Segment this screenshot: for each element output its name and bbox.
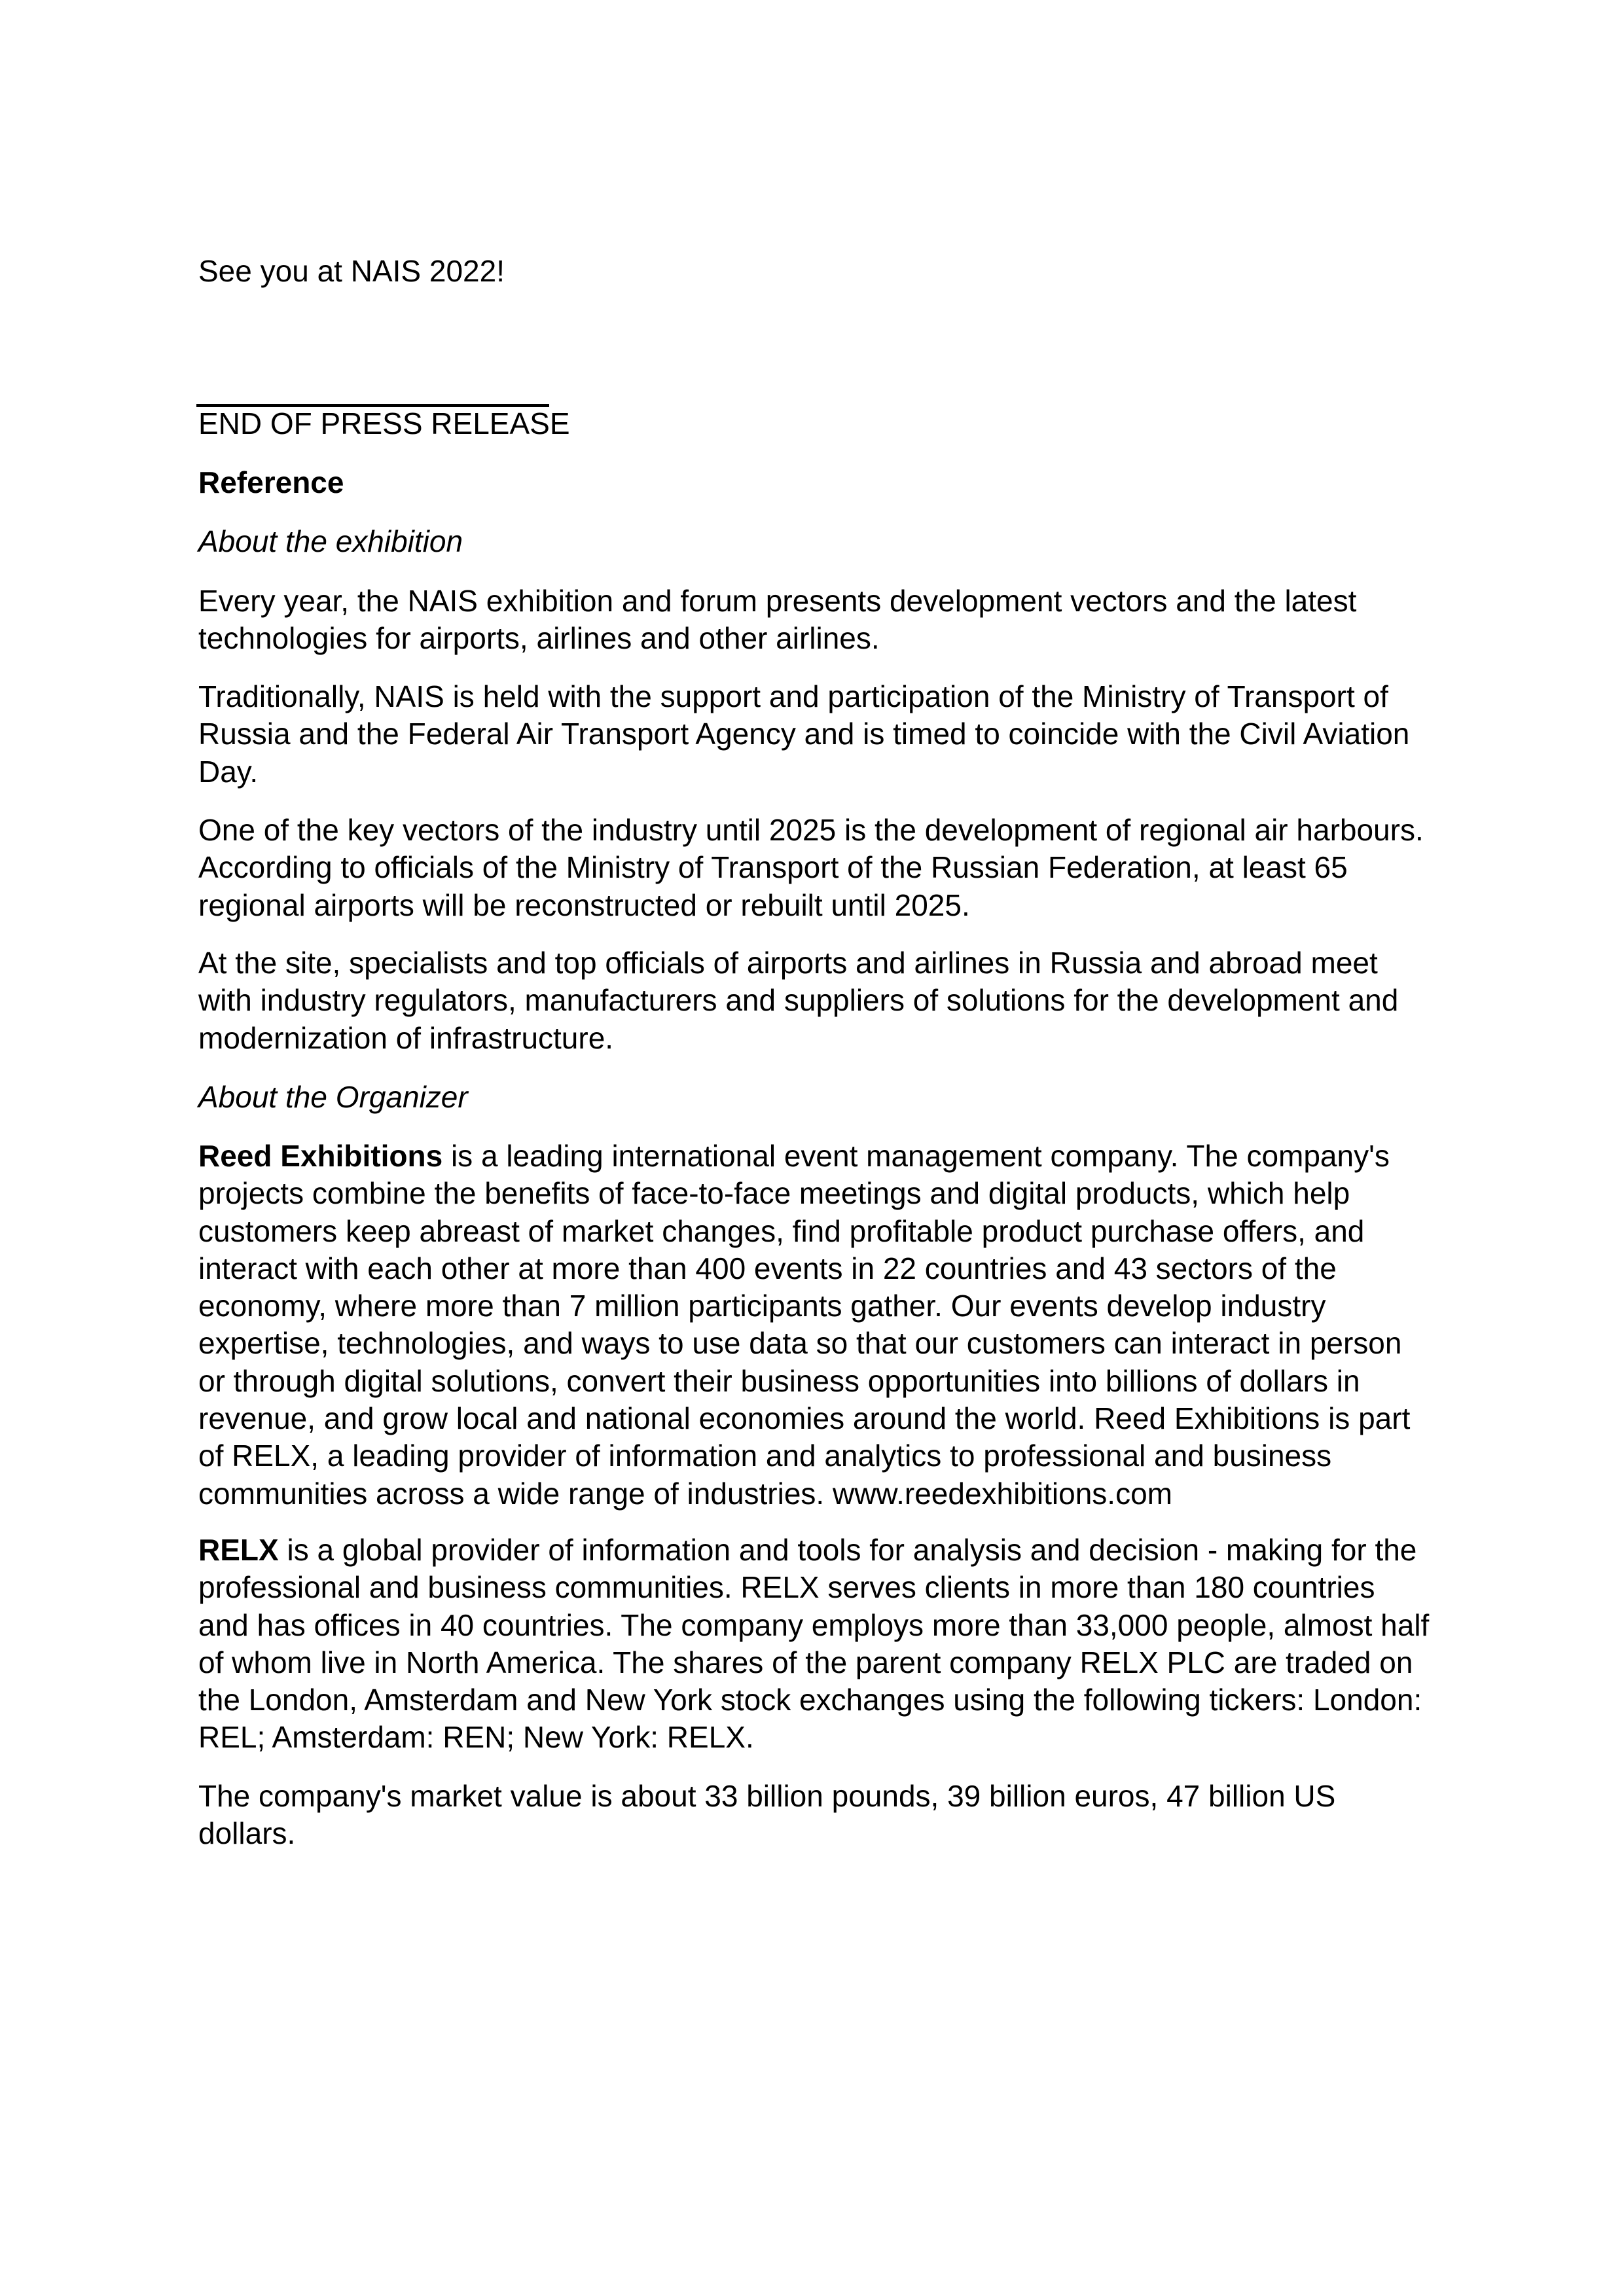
paragraph-line: expertise, technologies, and ways to use data so that our customers can interact in person <box>198 1326 1402 1361</box>
relx-bold-lead: RELX <box>198 1533 279 1567</box>
reference-heading-text: Reference <box>198 465 344 499</box>
paragraph-exhibition-overview <box>198 583 1356 658</box>
about-exhibition-heading <box>198 523 463 560</box>
paragraph-line <box>198 1532 1429 1569</box>
paragraph-relx <box>198 1532 1429 1757</box>
paragraph-line: Every year, the NAIS exhibition and forum presents development vectors and the latest <box>198 584 1357 618</box>
paragraph-line: revenue, and grow local and national economies around the world. Reed Exhibitions is part <box>198 1401 1411 1436</box>
paragraph-line: customers keep abreast of market changes, find profitable product purchase offers, and <box>198 1213 1365 1248</box>
paragraph-line: REL; Amsterdam: REN; New York: RELX. <box>198 1720 754 1755</box>
reed-exhibitions-bold-lead: Reed Exhibitions <box>198 1139 443 1173</box>
paragraph-line: the London, Amsterdam and New York stock exchanges using the following tickers: London: <box>198 1683 1422 1717</box>
paragraph-line: Day. <box>198 754 259 789</box>
closing-line <box>198 253 505 290</box>
closing-line-text: See you at NAIS 2022! <box>198 254 505 288</box>
reed-first-line-rest: is a leading international event management company. The company's <box>442 1139 1390 1173</box>
paragraph-line: economy, where more than 7 million participants gather. Our events develop industry <box>198 1289 1326 1323</box>
paragraph-line: or through digital solutions, convert their business opportunities into billions of dollars in <box>198 1363 1360 1398</box>
paragraph-line: dollars. <box>198 1816 296 1851</box>
paragraph-line: and has offices in 40 countries. The company employs more than 33,000 people, almost half <box>198 1607 1430 1642</box>
paragraph-line: Russia and the Federal Air Transport Agency and is timed to coincide with the Civil Aviation <box>198 717 1410 751</box>
about-organizer-heading <box>198 1079 468 1116</box>
paragraph-industry-vectors <box>198 812 1424 924</box>
paragraph-line <box>198 1138 1410 1175</box>
paragraph-reed-exhibitions <box>198 1138 1410 1513</box>
reference-heading <box>198 464 344 501</box>
about-exhibition-heading-text: About the exhibition <box>198 524 463 558</box>
paragraph-line: modernization of infrastructure. <box>198 1020 614 1055</box>
paragraph-line: According to officials of the Ministry of Transport of the Russian Federation, at least 65 <box>198 850 1348 885</box>
paragraph-line: The company's market value is about 33 billion pounds, 39 billion euros, 47 billion US <box>198 1779 1336 1813</box>
relx-first-line-rest: is a global provider of information and tools for analysis and decision - making for the <box>278 1533 1417 1567</box>
paragraph-line: professional and business communities. RELX serves clients in more than 180 countries <box>198 1570 1375 1605</box>
paragraph-line: of whom live in North America. The shares of the parent company RELX PLC are traded on <box>198 1645 1413 1679</box>
paragraph-line: of RELX, a leading provider of information and analytics to professional and business <box>198 1439 1332 1473</box>
paragraph-site-participants <box>198 944 1398 1057</box>
paragraph-line: interact with each other at more than 400 events in 22 countries and 43 sectors of the <box>198 1251 1337 1285</box>
about-organizer-heading-text: About the Organizer <box>198 1080 468 1114</box>
paragraph-line: Traditionally, NAIS is held with the support and participation of the Ministry of Transport of <box>198 679 1388 713</box>
paragraph-line: with industry regulators, manufacturers and suppliers of solutions for the development and <box>198 983 1399 1018</box>
paragraph-line: At the site, specialists and top officials of airports and airlines in Russia and abroad meet <box>198 946 1378 980</box>
paragraph-line: projects combine the benefits of face-to-face meetings and digital products, which help <box>198 1176 1350 1211</box>
paragraph-line: communities across a wide range of industries. www.reedexhibitions.com <box>198 1476 1172 1511</box>
paragraph-line: One of the key vectors of the industry until 2025 is the development of regional air harbours. <box>198 813 1424 847</box>
end-of-release-marker <box>198 405 570 442</box>
paragraph-market-value <box>198 1778 1335 1853</box>
paragraph-exhibition-support <box>198 678 1409 791</box>
end-marker-text: END OF PRESS RELEASE <box>198 406 570 440</box>
paragraph-line: technologies for airports, airlines and other airlines. <box>198 621 880 656</box>
paragraph-line: regional airports will be reconstructed or rebuilt until 2025. <box>198 888 970 922</box>
